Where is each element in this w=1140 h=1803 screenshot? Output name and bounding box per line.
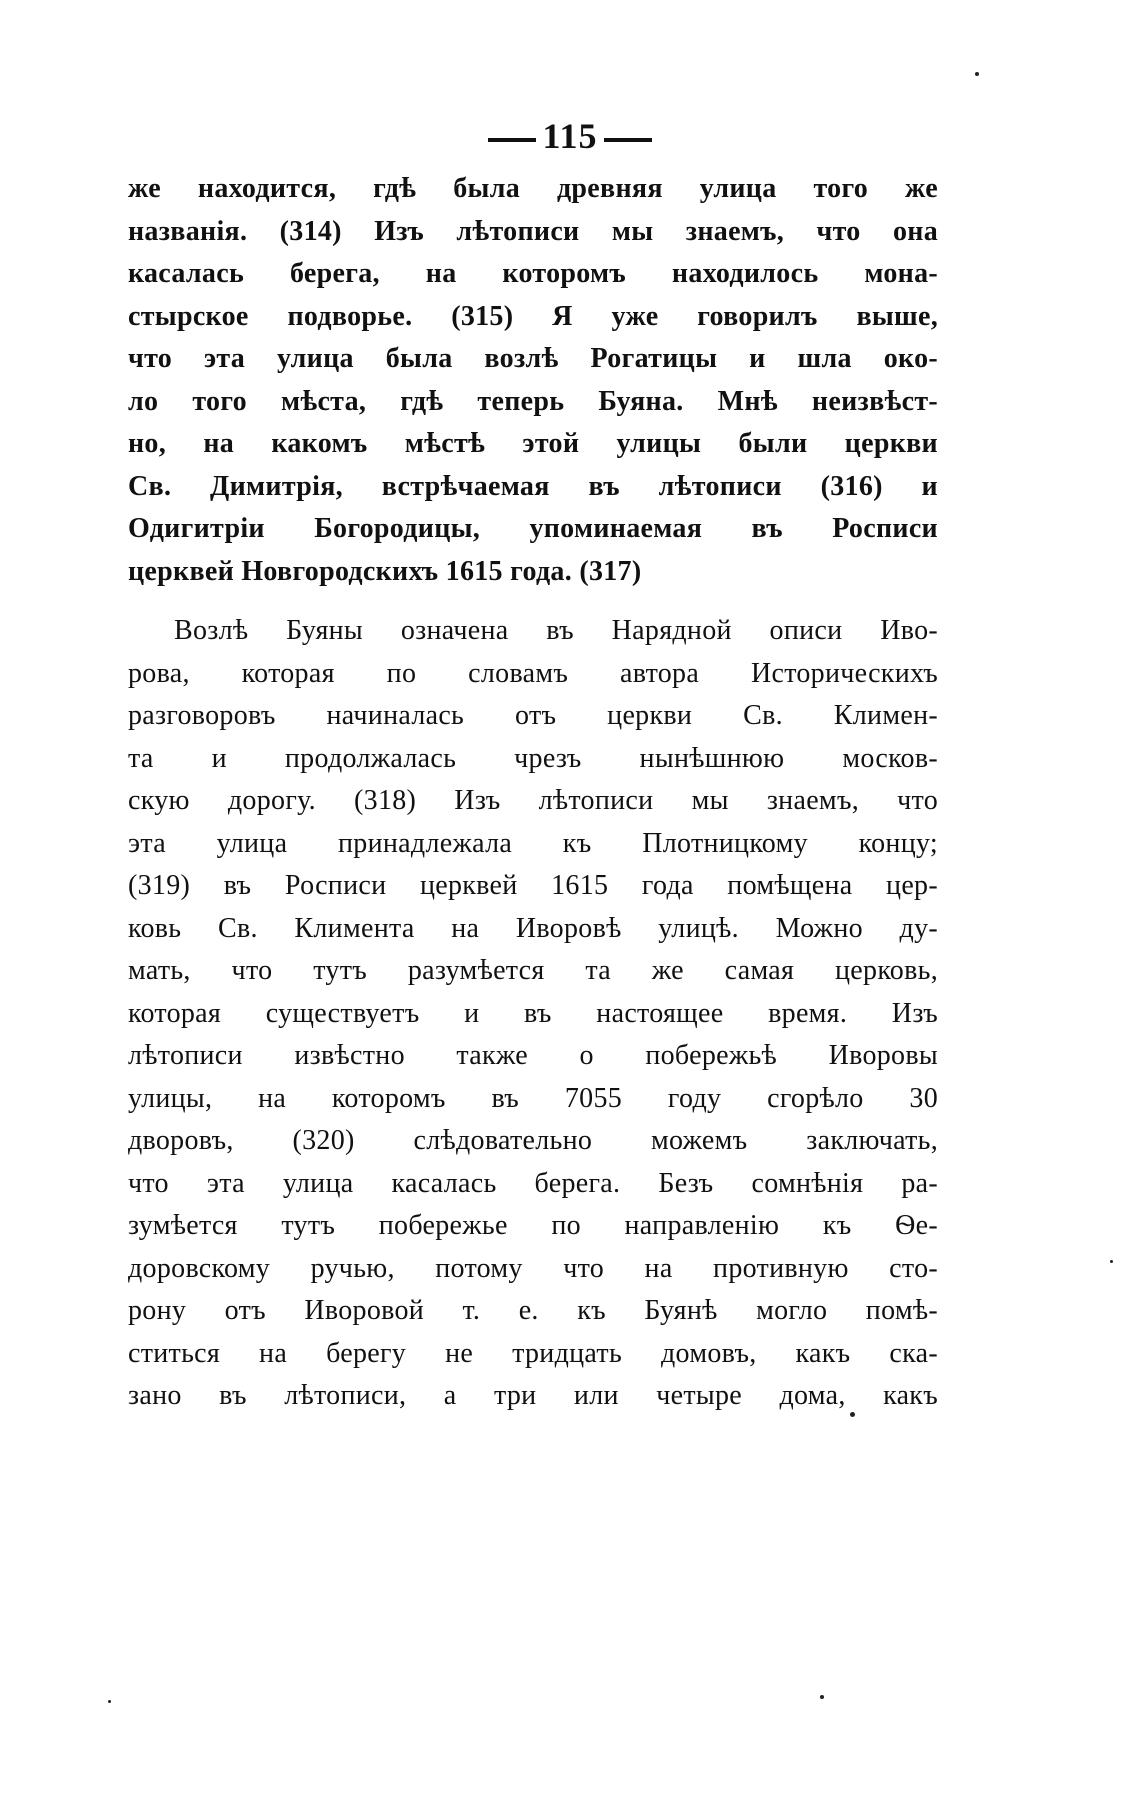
scan-speck	[975, 72, 979, 76]
text-line: Св. Димитрія, встрѣчаемая въ лѣтописи (316) и	[128, 470, 938, 502]
text-line: стырское подворье. (315) Я уже говорилъ выше,	[128, 300, 938, 332]
scan-speck	[108, 1700, 111, 1703]
text-line: что эта улица была возлѣ Рогатицы и шла око-	[128, 343, 938, 374]
paragraph-1	[128, 168, 938, 593]
text-line: скую дорогу. (318) Изъ лѣтописи мы знаемъ, что	[128, 785, 938, 816]
text-line: дворовъ, (320) слѣдовательно можемъ заключать,	[128, 1125, 938, 1156]
text-line: касалась берега, на которомъ находилось мона-	[128, 258, 938, 289]
text-line: ститься на берегу не тридцать домовъ, какъ ска-	[128, 1337, 938, 1369]
text-line: рова, которая по словамъ автора Историческихъ	[128, 657, 938, 689]
text-line: но, на какомъ мѣстѣ этой улицы были церкви	[128, 428, 938, 459]
scan-speck	[1110, 1260, 1113, 1263]
text-line: (319) въ Росписи церквей 1615 года помѣщена цер-	[128, 870, 938, 901]
page-number-text: 115	[542, 116, 598, 156]
text-line: Возлѣ Буяны означена въ Нарядной описи Иво-	[174, 615, 938, 646]
text-line: зумѣется тутъ побережье по направленію къ Ѳе-	[128, 1210, 938, 1241]
text-line: лѣтописи извѣстно также о побережьѣ Иворовы	[128, 1040, 938, 1071]
text-line: доровскому ручью, потому что на противную сто-	[128, 1252, 938, 1284]
text-line: разговоровъ начиналась отъ церкви Св. Климен-	[128, 700, 938, 731]
text-line: рону отъ Иворовой т. е. къ Буянѣ могло помѣ-	[128, 1295, 938, 1326]
text-line: названія. (314) Изъ лѣтописи мы знаемъ, что она	[128, 215, 938, 247]
text-line: что эта улица касалась берега. Безъ сомнѣнія ра-	[128, 1167, 938, 1199]
text-line: которая существуетъ и въ настоящее время. Изъ	[128, 997, 938, 1029]
text-line: Одигитріи Богородицы, упоминаемая въ Росписи	[128, 513, 938, 544]
page-number-dash-left	[488, 138, 536, 142]
text-line: ло того мѣста, гдѣ теперь Буяна. Мнѣ неизвѣст-	[128, 385, 938, 417]
scan-speck	[850, 1412, 855, 1417]
page-number-dash-right	[604, 138, 652, 142]
text-line: эта улица принадлежала къ Плотницкому концу;	[128, 827, 938, 859]
text-line: улицы, на которомъ въ 7055 году сгорѣло 30	[128, 1082, 938, 1114]
text-line: зано въ лѣтописи, а три или четыре дома, какъ	[128, 1380, 938, 1411]
text-line: церквей Новгородскихъ 1615 года. (317)	[128, 555, 642, 587]
scan-speck	[820, 1695, 824, 1699]
text-line: та и продолжалась чрезъ нынѣшнюю москов-	[128, 742, 938, 774]
paragraph-2	[128, 610, 938, 1418]
text-line: мать, что тутъ разумѣется та же самая церковь,	[128, 955, 938, 986]
text-line: ковь Св. Климента на Иворовѣ улицѣ. Можно ду-	[128, 912, 938, 944]
page-number	[0, 115, 1140, 157]
text-line: же находится, гдѣ была древняя улица того же	[128, 173, 938, 204]
